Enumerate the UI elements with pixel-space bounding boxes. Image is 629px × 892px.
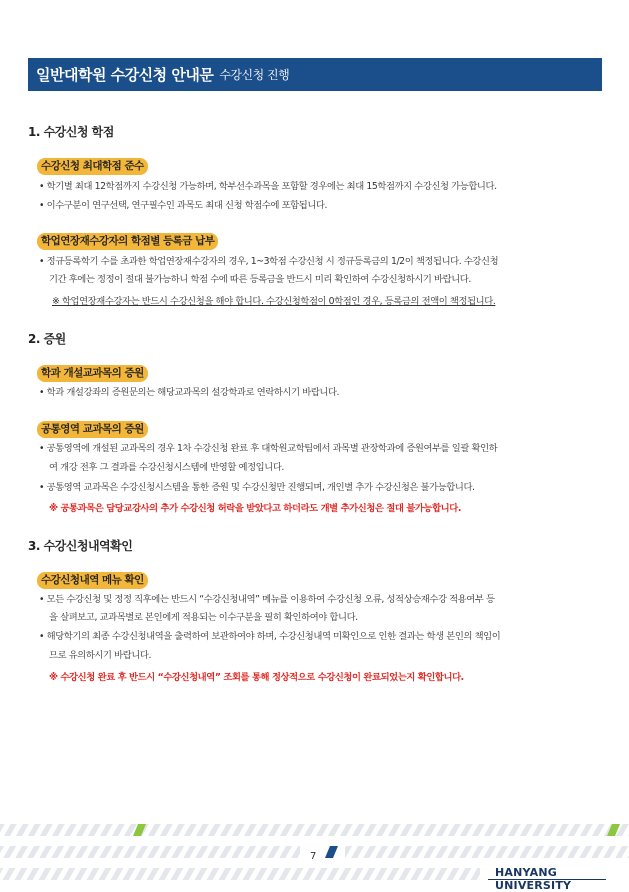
warning-line: ※ 공통과목은 담당교강사의 추가 수강신청 허락을 받았다고 하더라도 개별 추가신청은 절대 불가능합니다. (49, 503, 461, 514)
tag-max-credits: 수강신청 최대학점 준수 (37, 158, 148, 175)
warning-line: ※ 수강신청 완료 후 반드시 “수강신청내역” 조회를 통해 정상적으로 수강신청이 완료되었는지 확인합니다. (49, 672, 464, 683)
stripe-band-mid-right (345, 846, 629, 858)
bullet-line: • 이수구분이 연구선택, 연구필수인 과목도 최대 신청 학점수에 포함됩니다. (39, 200, 328, 211)
bullet-continuation: 을 살펴보고, 교과목별로 본인에게 적용되는 이수구분을 필히 확인하여야 합니다. (49, 612, 358, 623)
bullet-line: • 학과 개설강좌의 증원문의는 해당교과목의 설강학과로 연락하시기 바랍니다. (39, 387, 340, 398)
bullet-line: • 학기별 최대 12학점까지 수강신청 가능하며, 학부선수과목을 포함할 경우에는 최대 15학점까지 수강신청 가능합니다. (39, 181, 497, 192)
bullet-line: • 모든 수강신청 및 정정 직후에는 반드시 “수강신청내역” 메뉴를 이용하여 수강신청 오류, 성적상승재수강 적용여부 등 (39, 594, 495, 605)
tag-tuition: 학업연장재수강자의 학점별 등록금 납부 (37, 233, 218, 250)
tag-common-courses: 공통영역 교과목의 증원 (37, 421, 148, 438)
stripe-band-top (0, 824, 629, 836)
tag-registration-history: 수강신청내역 메뉴 확인 (37, 572, 148, 589)
bullet-continuation: 므로 유의하시기 바랍니다. (49, 650, 152, 661)
section-title-2: 2. 증원 (28, 332, 66, 346)
page-subtitle: 수강신청 진행 (219, 68, 290, 82)
stripe-band-mid-left (0, 846, 300, 858)
section-title-3: 3. 수강신청내역확인 (28, 539, 133, 553)
stripe-band-bottom (0, 868, 480, 880)
bullet-line: • 정규등록학기 수를 초과한 학업연장재수강자의 경우, 1~3학점 수강신청 시 정규등록금의 1/2이 책정됩니다. 수강신청 (39, 256, 499, 267)
page-title: 일반대학원 수강신청 안내문 (36, 66, 214, 84)
bullet-line: • 공통영역 교과목은 수강신청시스템을 통한 증원 및 수강신청만 진행되며, 개인별 추가 수강신청은 불가능합니다. (39, 482, 475, 493)
bullet-continuation: 여 개강 전후 그 결과를 수강신청시스템에 반영할 예정입니다. (49, 462, 284, 473)
bullet-line: • 공통영역에 개설된 교과목의 경우 1차 수강신청 완료 후 대학원교학팀에서 과목별 관장학과에 증원여부를 일괄 확인하 (39, 443, 498, 454)
header-bar (28, 58, 602, 91)
accent-stripe-blue (325, 846, 338, 858)
bullet-continuation: 기간 후에는 정정이 절대 불가능하니 학점 수에 따른 등록금을 반드시 미리 확인하여 수강신청하시기 바랍니다. (49, 274, 471, 285)
section-title-1: 1. 수강신청 학점 (28, 125, 114, 139)
page-number: 7 (310, 851, 317, 862)
note-line: ※ 학업연장재수강자는 반드시 수강신청을 해야 합니다. 수강신청학점이 0학점인 경우, 등록금의 전액이 책정됩니다. (52, 296, 496, 307)
university-logo-text: HANYANG UNIVERSITY (495, 866, 572, 892)
tag-dept-courses: 학과 개설교과목의 증원 (37, 365, 148, 382)
bullet-line: • 해당학기의 최종 수강신청내역을 출력하여 보관하여야 하며, 수강신청내역 미확인으로 인한 결과는 학생 본인의 책임이 (39, 631, 501, 642)
